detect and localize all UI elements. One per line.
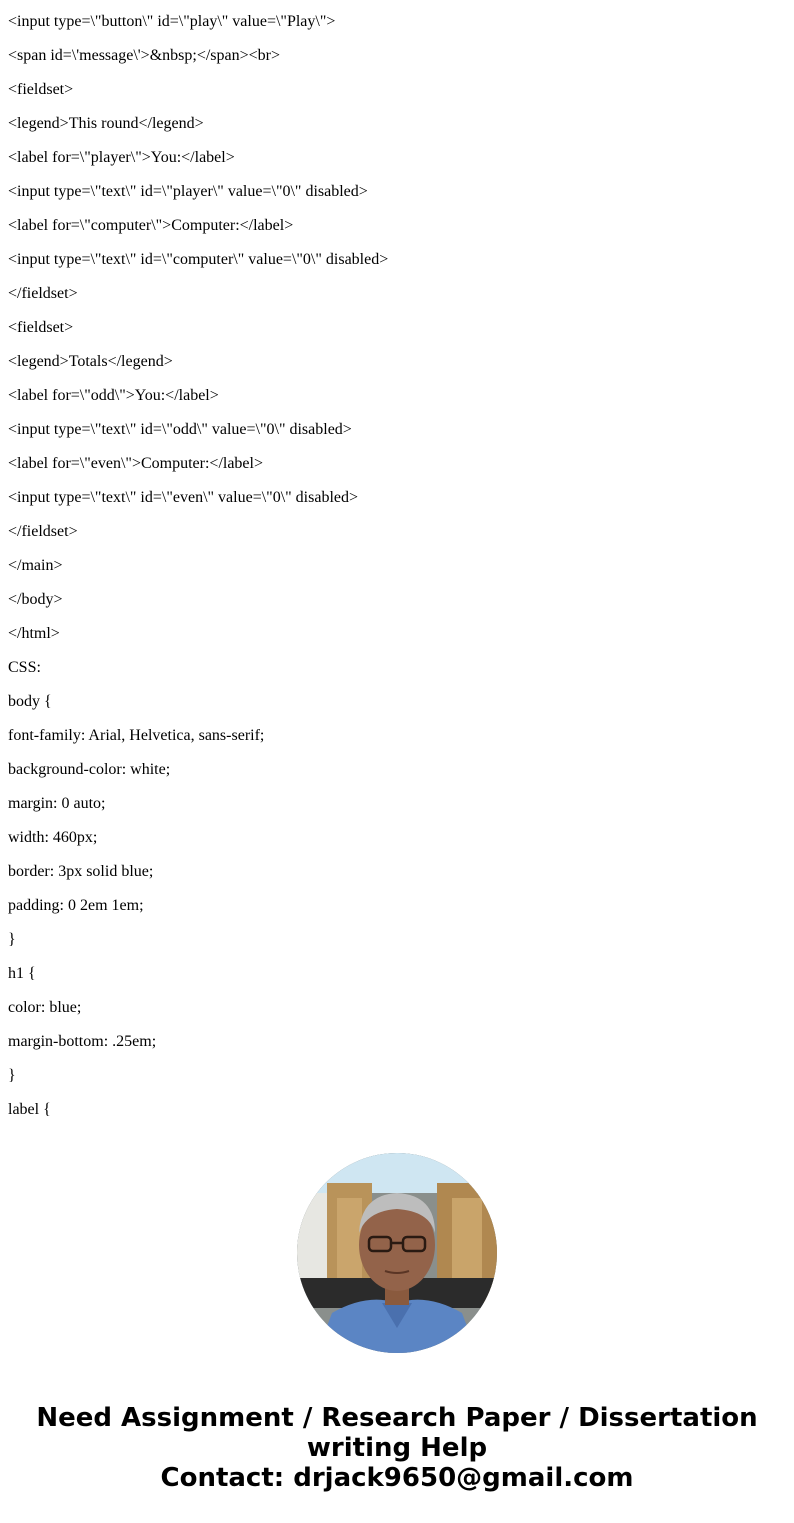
promo-contact-line: Contact: drjack9650@gmail.com xyxy=(160,1463,634,1493)
code-line: CSS: xyxy=(8,659,41,676)
code-line: background-color: white; xyxy=(8,761,171,778)
code-line: color: blue; xyxy=(8,999,82,1016)
code-line: width: 460px; xyxy=(8,829,98,846)
promo-line-1: Need Assignment / Research Paper / Dissertation xyxy=(36,1403,758,1433)
code-line: } xyxy=(8,1067,16,1084)
author-avatar xyxy=(297,1153,497,1353)
code-line: </fieldset> xyxy=(8,285,78,302)
code-line: </main> xyxy=(8,557,63,574)
code-line: margin: 0 auto; xyxy=(8,795,106,812)
code-line: <fieldset> xyxy=(8,81,74,98)
code-line: </body> xyxy=(8,591,63,608)
code-line: <label for=\"computer\">Computer:</label> xyxy=(8,217,294,234)
code-line: h1 { xyxy=(8,965,36,982)
code-line: margin-bottom: .25em; xyxy=(8,1033,157,1050)
code-line: </fieldset> xyxy=(8,523,78,540)
promo-line-2: writing Help xyxy=(306,1433,488,1463)
code-line: <input type=\"text\" id=\"computer\" value=\"0\" disabled> xyxy=(8,251,389,268)
promo-banner xyxy=(0,1403,794,1493)
code-line: body { xyxy=(8,693,52,710)
code-line: padding: 0 2em 1em; xyxy=(8,897,144,914)
code-line: <fieldset> xyxy=(8,319,74,336)
code-line: <label for=\"player\">You:</label> xyxy=(8,149,235,166)
code-line: border: 3px solid blue; xyxy=(8,863,154,880)
code-line: <input type=\"text\" id=\"even\" value=\"0\" disabled> xyxy=(8,489,359,506)
code-line: <input type=\"text\" id=\"player\" value=\"0\" disabled> xyxy=(8,183,368,200)
author-photo-icon xyxy=(297,1153,497,1353)
code-text-block xyxy=(8,13,388,1135)
code-line: label { xyxy=(8,1101,51,1118)
code-line: } xyxy=(8,931,16,948)
code-line: </html> xyxy=(8,625,60,642)
code-line: font-family: Arial, Helvetica, sans-serif; xyxy=(8,727,265,744)
code-line: <label for=\"even\">Computer:</label> xyxy=(8,455,263,472)
code-line: <label for=\"odd\">You:</label> xyxy=(8,387,219,404)
code-line: <legend>This round</legend> xyxy=(8,115,204,132)
code-line: <span id=\'message\'>&nbsp;</span><br> xyxy=(8,47,281,64)
code-line: <input type=\"text\" id=\"odd\" value=\"0\" disabled> xyxy=(8,421,352,438)
code-line: <input type=\"button\" id=\"play\" value=\"Play\"> xyxy=(8,13,336,30)
code-line: <legend>Totals</legend> xyxy=(8,353,173,370)
